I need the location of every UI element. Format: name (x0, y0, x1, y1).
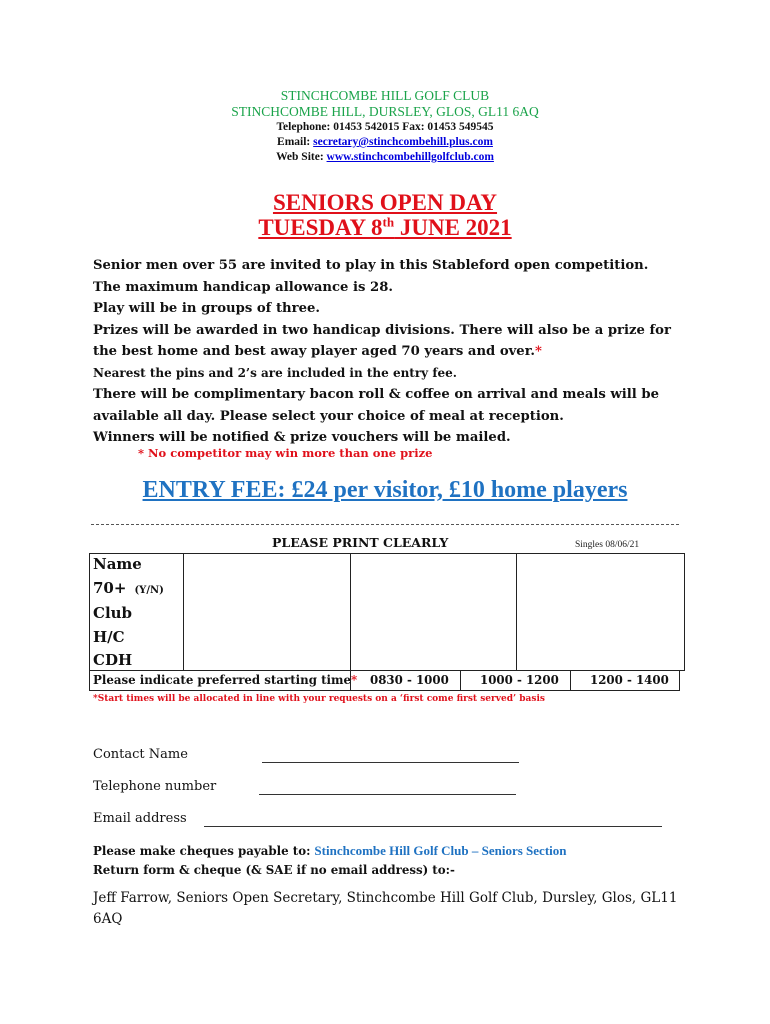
desc-line: Prizes will be awarded in two handicap divisions. There will also be a prize for (93, 322, 671, 338)
entry-fee: ENTRY FEE: £24 per visitor, £10 home players (142, 477, 628, 503)
label-seventy (93, 577, 164, 603)
desc-line: There will be complimentary bacon roll & coffee on arrival and meals will be (93, 387, 660, 402)
entry-form-grid[interactable] (89, 553, 685, 671)
email-link[interactable]: secretary@stinchcombehill.plus.com (313, 136, 493, 148)
return-instructions: Return form & cheque (& SAE if no email address) to:- (93, 863, 455, 877)
desc-text: the best home and best away player aged 70 years and over. (93, 344, 536, 359)
club-telephone: Telephone: 01453 542015 Fax: 01453 549545 (276, 121, 494, 133)
return-address: Jeff Farrow, Seniors Open Secretary, Stinchcombe Hill Golf Club, Dursley, Glos, GL11 6AQ (93, 890, 678, 927)
club-website-line (0, 150, 770, 165)
desc-line: available all day. Please select your choice of meal at reception. (93, 408, 564, 424)
desc-line: The maximum handicap allowance is 28. (93, 279, 394, 295)
form-version: Singles 08/06/21 (575, 540, 640, 550)
club-address: STINCHCOMBE HILL, DURSLEY, GLOS, GL11 6AQ (231, 104, 539, 119)
desc-line (93, 341, 693, 363)
asterisk: * (535, 344, 542, 359)
time-option-2[interactable]: 1000 - 1200 (480, 673, 559, 687)
club-name: STINCHCOMBE HILL GOLF CLUB (280, 88, 490, 103)
start-time-note: *Start times will be allocated in line with your requests on a ‘first come first served’ basis (93, 694, 545, 704)
time-option-1[interactable]: 0830 - 1000 (370, 673, 449, 687)
grid-column-divider (516, 554, 517, 670)
payable-label: Please make cheques payable to: (93, 844, 311, 858)
event-title-line1: SENIORS OPEN DAY (272, 190, 498, 215)
form-labels (93, 553, 164, 673)
start-time-label (93, 671, 357, 690)
email-address-field[interactable] (204, 826, 662, 827)
time-divider (570, 671, 571, 690)
payable-to: Stinchcombe Hill Golf Club – Seniors Section (314, 843, 567, 858)
time-divider (460, 671, 461, 690)
website-label: Web Site: (276, 151, 327, 163)
event-title-line2 (0, 215, 770, 240)
asterisk: * (351, 673, 358, 687)
event-date-b: JUNE 2021 (394, 215, 512, 240)
label-hc: H/C (93, 627, 125, 646)
grid-column-divider (350, 554, 351, 670)
contact-name-label: Contact Name (93, 747, 188, 762)
label-yn: (Y/N) (134, 584, 164, 596)
start-time-row (89, 670, 680, 691)
payable-line (93, 843, 567, 859)
desc-line: Senior men over 55 are invited to play in this Stableford open competition. (93, 258, 649, 273)
telephone-field[interactable] (259, 794, 516, 795)
club-header (0, 88, 770, 165)
print-clearly: PLEASE PRINT CLEARLY (272, 535, 449, 550)
label-name: Name (93, 555, 142, 573)
label-seventy-text: 70+ (93, 578, 127, 597)
time-option-3[interactable]: 1200 - 1400 (590, 673, 669, 687)
event-description (93, 255, 693, 449)
label-club: Club (93, 604, 133, 622)
website-link[interactable]: www.stinchcombehillgolfclub.com (326, 151, 494, 163)
club-email-line (0, 135, 770, 150)
desc-line: Play will be in groups of three. (93, 301, 320, 316)
event-title (0, 190, 770, 240)
prize-note: * No competitor may win more than one prize (138, 446, 433, 460)
time-divider (350, 671, 351, 690)
grid-column-divider (183, 554, 184, 670)
email-address-label: Email address (93, 811, 187, 826)
email-label: Email: (277, 136, 314, 148)
event-date-sup: th (382, 214, 395, 230)
telephone-label: Telephone number (93, 779, 217, 794)
start-time-label-text: Please indicate preferred starting time (93, 673, 352, 687)
cut-line (91, 524, 679, 525)
desc-line: Nearest the pins and 2’s are included in the entry fee. (93, 365, 457, 380)
label-cdh: CDH (93, 651, 133, 669)
desc-line: Winners will be notified & prize vouchers will be mailed. (93, 430, 511, 445)
contact-name-field[interactable] (262, 762, 519, 763)
event-date-a: TUESDAY 8 (258, 215, 383, 240)
